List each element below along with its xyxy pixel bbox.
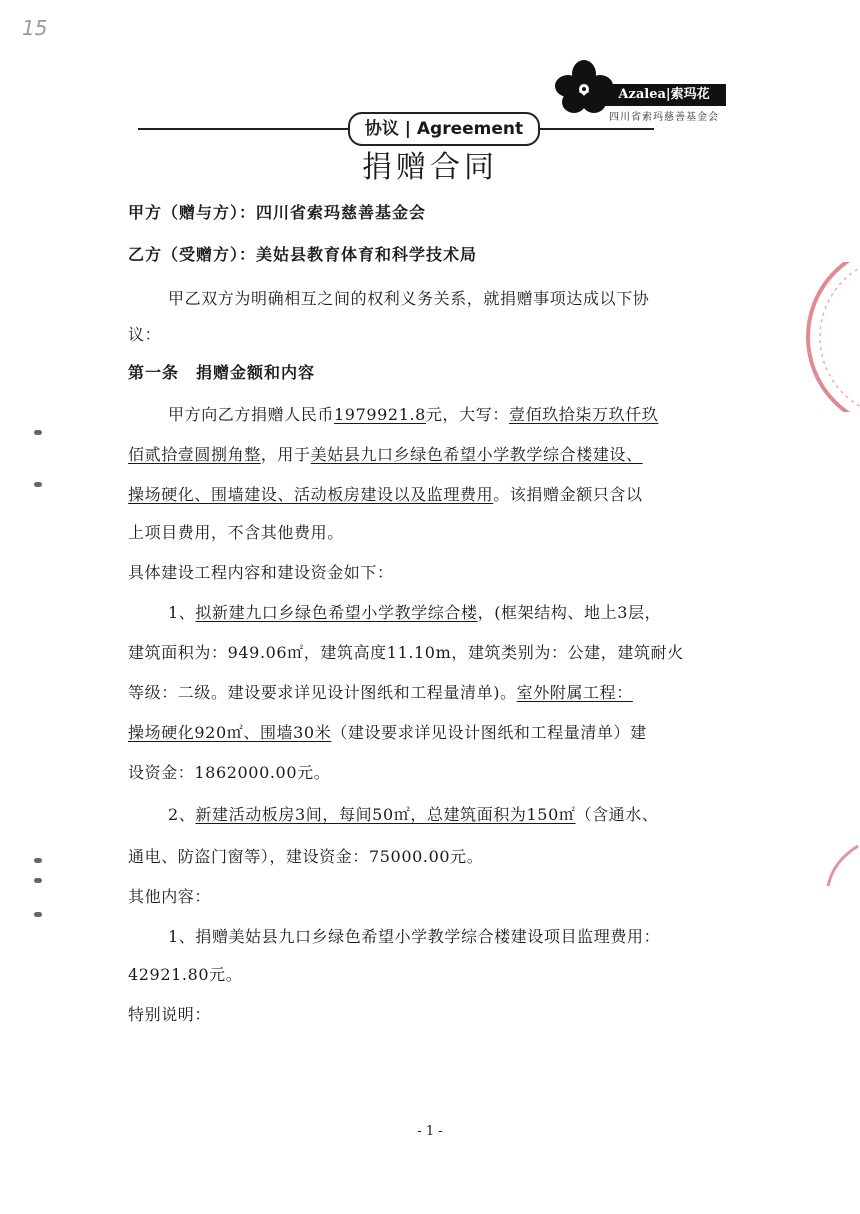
logo-wordmark: Azalea|索玛花 xyxy=(602,84,726,106)
item-1-line-1 xyxy=(168,600,661,623)
header-rule-right xyxy=(534,128,654,130)
text: ，(框架结构、地上3层， xyxy=(477,603,662,622)
other-content-heading: 其他内容： xyxy=(128,887,212,906)
binding-mark xyxy=(34,858,42,863)
outdoor-works-detail: 操场硬化920㎡、围墙30米 xyxy=(128,723,332,742)
item-2-line-2: 通电、防盗门窗等），建设资金：75000.00元。 xyxy=(128,847,484,866)
article-1-para-line-3 xyxy=(128,482,643,505)
logo-brand-en: Azalea xyxy=(618,87,666,102)
header-agreement-label: 协议 | Agreement xyxy=(348,112,540,146)
binding-mark xyxy=(34,430,42,435)
intro-line-1: 甲乙双方为明确相互之间的权利义务关系，就捐赠事项达成以下协 xyxy=(168,289,650,308)
amount-in-words-cont: 佰贰拾壹圆捌角整 xyxy=(128,445,261,464)
logo-org-name: 四川省索玛慈善基金会 xyxy=(609,112,719,123)
text: ，用于 xyxy=(260,445,311,464)
item-number: 2、 xyxy=(168,805,196,824)
red-seal-fragment-lower xyxy=(818,842,860,892)
article-1-heading: 第一条 捐赠金额和内容 xyxy=(128,363,316,382)
text: 。该捐赠金额只含以 xyxy=(493,485,643,504)
article-1-para-line-1 xyxy=(168,402,658,425)
amount-in-words: 壹佰玖拾柒万玖仟玖 xyxy=(508,405,659,424)
red-seal-fragment xyxy=(790,262,860,412)
special-notes-heading: 特别说明： xyxy=(128,1005,212,1024)
party-a: 甲方（赠与方）：四川省索玛慈善基金会 xyxy=(128,203,427,222)
item-1-line-2: 建筑面积为：949.06㎡，建筑高度11.10m，建筑类别为：公建，建筑耐火 xyxy=(128,643,684,662)
text: 元，大写： xyxy=(425,405,509,424)
construction-details-intro: 具体建设工程内容和建设资金如下： xyxy=(128,563,394,582)
text: 等级：二级。建设要求详见设计图纸和工程量清单)。 xyxy=(128,683,517,702)
donation-amount: 1979921.8 xyxy=(334,405,426,424)
article-1-para-line-2 xyxy=(128,442,643,465)
page-number: - 1 - xyxy=(417,1124,443,1139)
item-1-line-4 xyxy=(128,720,647,743)
donation-purpose-cont: 操场硬化、围墙建设、活动板房建设以及监理费用 xyxy=(128,485,494,504)
item-number: 1、 xyxy=(168,603,196,622)
item-2-line-1 xyxy=(168,802,659,825)
item-1-title: 拟新建九口乡绿色希望小学教学综合楼 xyxy=(195,603,478,622)
binding-mark xyxy=(34,878,42,883)
party-b: 乙方（受赠方）：美姑县教育体育和科学技术局 xyxy=(128,245,478,264)
text: （含通水、 xyxy=(575,805,659,824)
donation-purpose: 美姑县九口乡绿色希望小学教学综合楼建设、 xyxy=(310,445,643,464)
header-rule-left xyxy=(138,128,350,130)
other-item-1-line-1: 1、捐赠美姑县九口乡绿色希望小学教学综合楼建设项目监理费用： xyxy=(168,927,661,946)
article-1-para-line-4: 上项目费用，不含其他费用。 xyxy=(128,523,344,542)
intro-line-2: 议： xyxy=(128,325,162,344)
outdoor-works-label: 室外附属工程： xyxy=(516,683,633,702)
text: （建设要求详见设计图纸和工程量清单）建 xyxy=(331,723,647,742)
binding-mark xyxy=(34,482,42,487)
item-2-title: 新建活动板房3间，每间50㎡，总建筑面积为150㎡ xyxy=(195,805,576,824)
item-1-line-3 xyxy=(128,680,633,703)
text: 甲方向乙方捐赠人民币 xyxy=(168,405,335,424)
document-title: 捐赠合同 xyxy=(362,150,498,185)
handwritten-page-mark: 15 xyxy=(22,16,48,40)
logo-brand-cn: 索玛花 xyxy=(670,87,710,102)
binding-mark xyxy=(34,912,42,917)
item-1-line-5: 设资金：1862000.00元。 xyxy=(128,763,331,782)
other-item-1-line-2: 42921.80元。 xyxy=(128,965,243,984)
